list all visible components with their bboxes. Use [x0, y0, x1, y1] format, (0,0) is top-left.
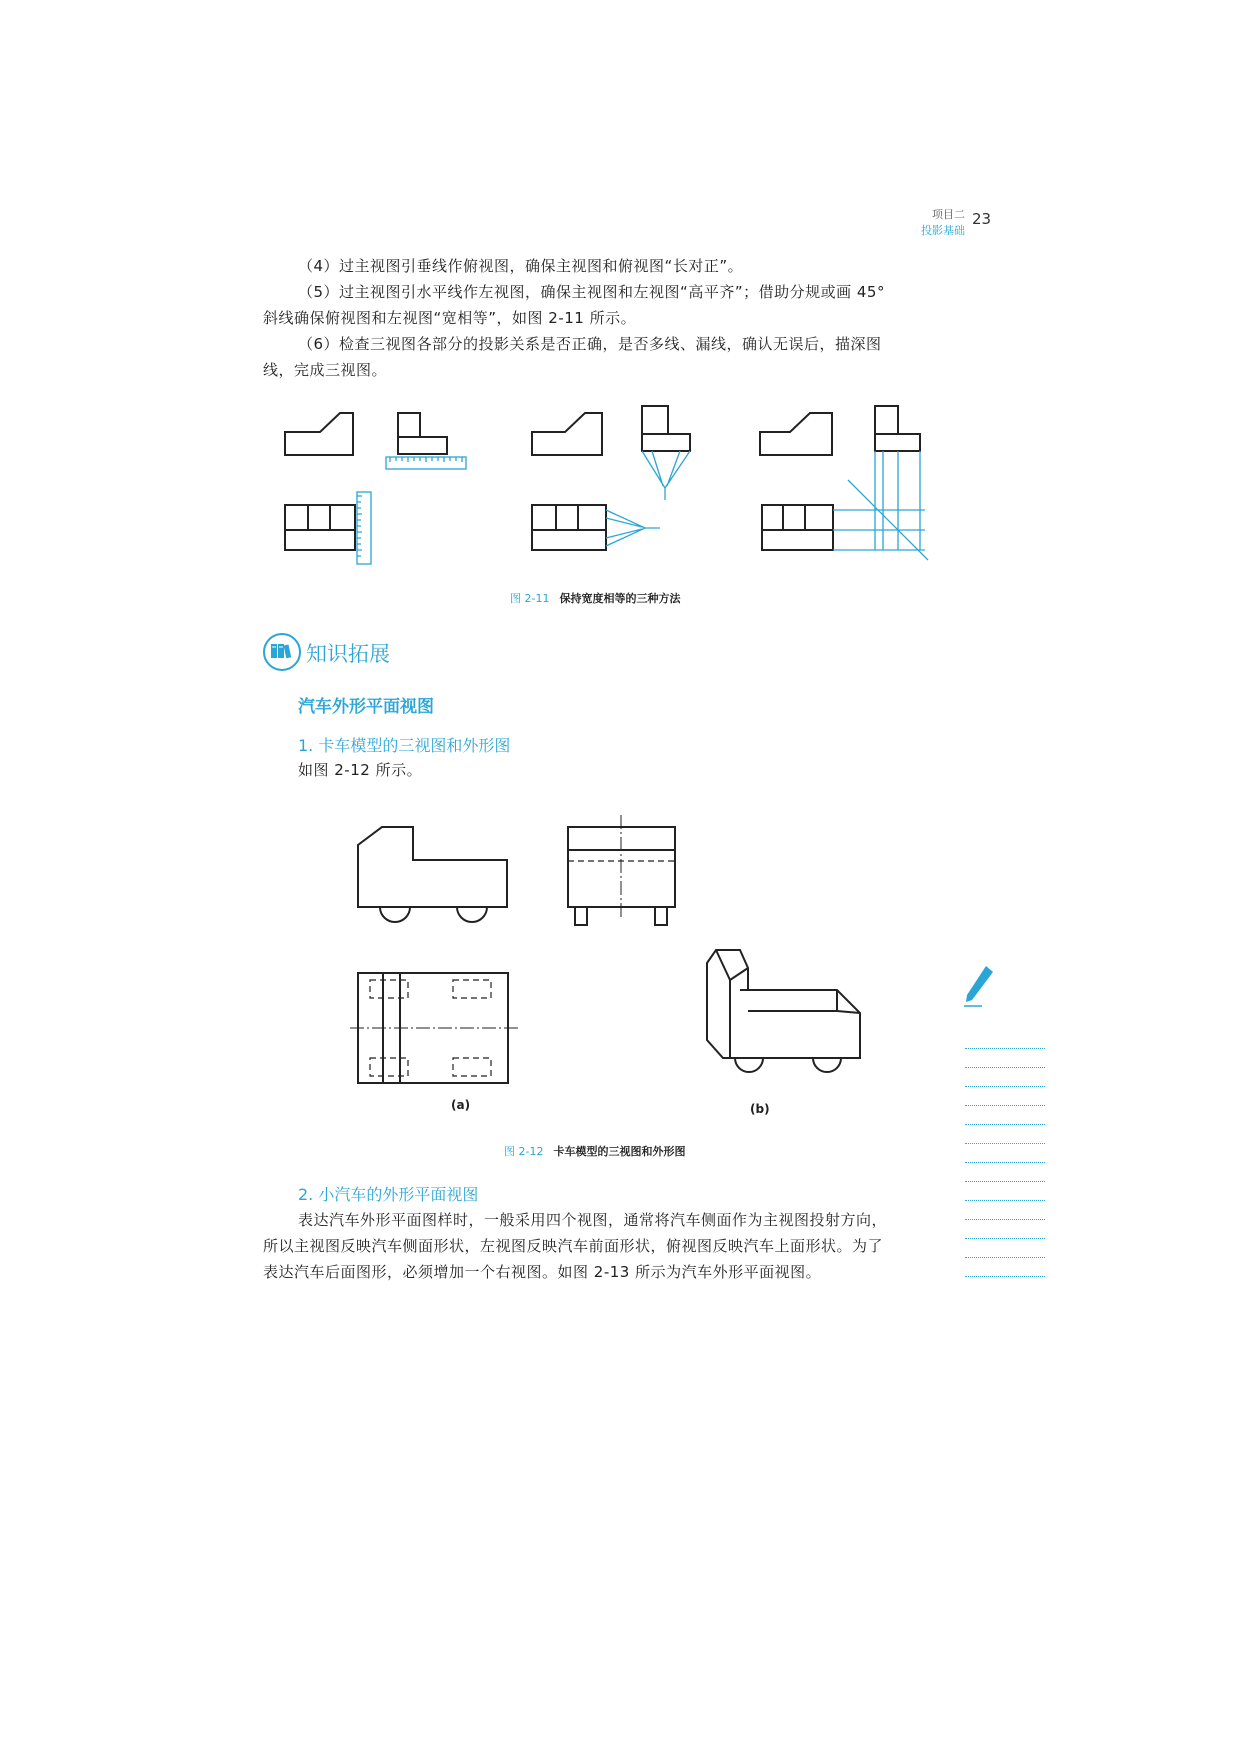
miter-line-45 — [848, 480, 928, 560]
step-5-line2: 斜线确保俯视图和左视图“宽相等”，如图 2-11 所示。 — [263, 309, 637, 327]
knowledge-heading: 知识拓展 — [306, 642, 390, 666]
projection-lines-vertical — [875, 451, 920, 550]
front-view-3 — [760, 413, 832, 455]
knowledge-subheading: 汽车外形平面视图 — [298, 697, 434, 717]
step-6-line2: 线，完成三视图。 — [263, 361, 388, 379]
item1-text: 如图 2-12 所示。 — [298, 761, 423, 779]
figure-2-11-number: 图 2-11 — [510, 592, 550, 605]
step-5-line1: （5）过主视图引水平线作左视图，确保主视图和左视图“高平齐”；借助分规或画 45° — [298, 283, 885, 301]
figure-2-12 — [340, 815, 900, 1090]
truck-front-view — [358, 827, 507, 907]
top-view-2 — [532, 505, 606, 550]
figure-2-12-title: 卡车模型的三视图和外形图 — [553, 1145, 686, 1158]
chapter-label: 项目二 — [932, 208, 965, 221]
step-6-line1: （6）检查三视图各部分的投影关系是否正确，是否多线、漏线，确认无误后，描深图 — [298, 335, 882, 353]
figure-2-12-label-a: (a) — [451, 1098, 471, 1112]
front-view-2 — [532, 413, 602, 455]
divider-vertical — [642, 451, 690, 500]
left-view-1 — [398, 413, 447, 454]
ruler-vertical — [357, 492, 371, 564]
figure-2-11 — [280, 400, 960, 570]
left-view-2 — [642, 406, 690, 451]
figure-2-12-caption — [504, 1143, 685, 1159]
books-icon — [262, 632, 302, 672]
section-label: 投影基础 — [921, 224, 965, 237]
figure-2-12-number: 图 2-12 — [504, 1145, 544, 1158]
item2-line2: 所以主视图反映汽车侧面形状，左视图反映汽车前面形状，俯视图反映汽车上面形状。为了 — [263, 1237, 884, 1255]
truck-pictorial — [707, 950, 860, 1058]
top-view-3 — [762, 505, 833, 550]
item2-line3: 表达汽车后面图形，必须增加一个右视图。如图 2-13 所示为汽车外形平面视图。 — [263, 1263, 822, 1281]
pen-icon — [958, 962, 998, 1012]
notes-lines — [965, 1030, 1045, 1277]
figure-2-11-caption — [510, 590, 680, 606]
item2-title: 2. 小汽车的外形平面视图 — [298, 1185, 479, 1204]
item2-line1: 表达汽车外形平面图样时，一般采用四个视图，通常将汽车侧面作为主视图投射方向， — [298, 1211, 888, 1229]
divider-horizontal — [606, 510, 660, 546]
front-view-1 — [285, 413, 353, 455]
page-number: 23 — [972, 210, 992, 228]
left-view-3 — [875, 406, 920, 451]
item1-title: 1. 卡车模型的三视图和外形图 — [298, 736, 511, 755]
figure-2-11-title: 保持宽度相等的三种方法 — [559, 592, 681, 605]
figure-2-12-label-b: (b) — [750, 1102, 770, 1116]
top-view-1 — [285, 505, 355, 550]
step-4: （4）过主视图引垂线作俯视图，确保主视图和俯视图“长对正”。 — [298, 257, 744, 275]
